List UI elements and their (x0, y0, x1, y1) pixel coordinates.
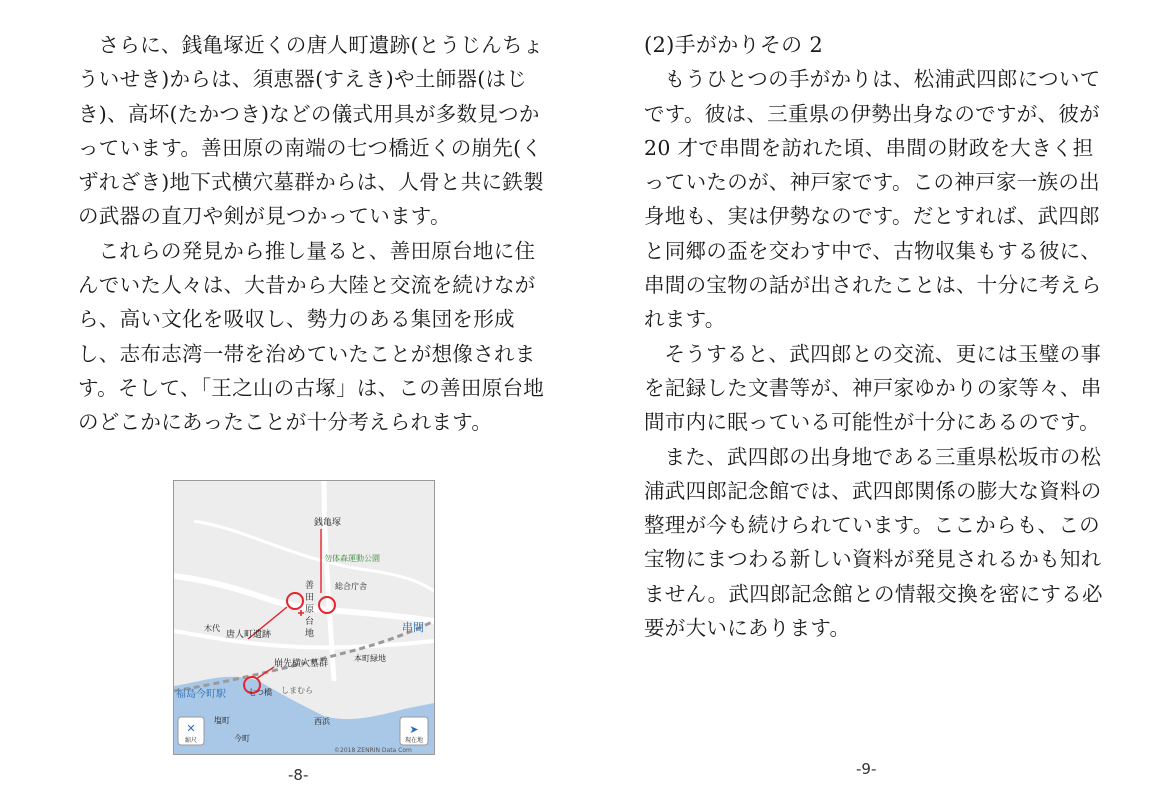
locate-arrow-icon: ➤ (409, 723, 419, 736)
area-map (173, 480, 435, 755)
section-heading: (2)手がかりその 2 (644, 33, 824, 57)
label-sogo: 総合庁舎 (335, 582, 367, 591)
paragraph: さらに、銭亀塚近くの唐人町遺跡(とうじんちょういせき)からは、須恵器(すえき)や土師器(はじき)、高坏(たかつき)などの儀式用具が多数見つかっています。善田原の南端の七つ橋近くの崩先(くずれざき)地下式横穴墓群からは、人骨と共に鉄製の武器の直刀や剣が見つかっています。 (78, 33, 544, 229)
left-page (78, 28, 548, 440)
paragraph: これらの発見から推し量ると、善田原台地に住んでいた人々は、大昔から大陸と交流を続けながら、高い文化を吸収し、勢力のある集団を形成し、志布志湾一帯を治めていたことが想像されます。そして、「王之山の古塚」は、この善田原台地のどこかにあったことが十分考えられます。 (78, 238, 545, 435)
label-toujinmachi: 唐人町遺跡 (226, 630, 272, 640)
label-nanatsubashi: 七つ橋 (248, 688, 272, 697)
label-imamachi: 今町 (234, 734, 250, 743)
label-kidai: 木代 (204, 624, 220, 633)
locate-label: 現在地 (404, 737, 424, 744)
label-shiomachi: 塩町 (214, 716, 230, 725)
paragraph: また、武四郎の出身地である三重県松坂市の松浦武四郎記念館では、武四郎関係の膨大な資料の整理が今も続けられています。ここからも、この宝物にまつわる新しい資料が発見されるかも知れません。武四郎記念館との情報交換を密にする必要が大いにあります。 (644, 444, 1103, 641)
label-zendabaru-1: 田 (305, 593, 315, 603)
label-zenigamezuka: 銭亀塚 (314, 518, 342, 528)
label-park: 勿体森運動公園 (324, 554, 380, 563)
label-nishihama: 西浜 (314, 717, 330, 726)
expand-button[interactable] (178, 717, 204, 745)
paragraph: そうすると、武四郎との交流、更には玉璧の事を記録した文書等が、神戸家ゆかりの家等々、串間市内に眠っている可能性が十分にあるのです。 (644, 341, 1102, 435)
label-zendabaru-4: 地 (305, 629, 315, 639)
page-number-right: -9- (856, 760, 877, 778)
label-zendabaru-0: 善 (305, 581, 315, 591)
locate-button[interactable] (400, 717, 428, 745)
right-page (644, 28, 1114, 645)
page-number-left: -8- (288, 766, 309, 784)
expand-label: 縮尺 (184, 737, 198, 744)
label-shimamura: しまむら (281, 686, 313, 695)
label-zendabaru-3: 台 (305, 617, 315, 627)
label-kuzuresaki: 崩先横穴墓群 (274, 659, 329, 669)
paragraph: もうひとつの手がかりは、松浦武四郎についてです。彼は、三重県の伊勢出身なのですが、彼が 20 才で串間を訪れた頃、串間の財政を大きく担っていたのが、神戸家です。この神戸家一族の出身地も、実は伊勢なのです。だとすれば、武四郎と同郷の盃を交わす中で、古物収集もする彼に、串間の宝物の話が出されたことは、十分に考えられます。 (644, 67, 1102, 332)
label-zendabaru-2: 原 (305, 605, 315, 615)
expand-icon: ✕ (186, 722, 196, 735)
map-credit: ©2018 ZENRIN Data Com (334, 747, 412, 754)
map-canvas (174, 481, 434, 754)
label-honmachi: 本町緑地 (354, 654, 386, 663)
label-kushima: 串間 (402, 621, 424, 634)
label-station: 福島今町駅 (176, 689, 226, 700)
